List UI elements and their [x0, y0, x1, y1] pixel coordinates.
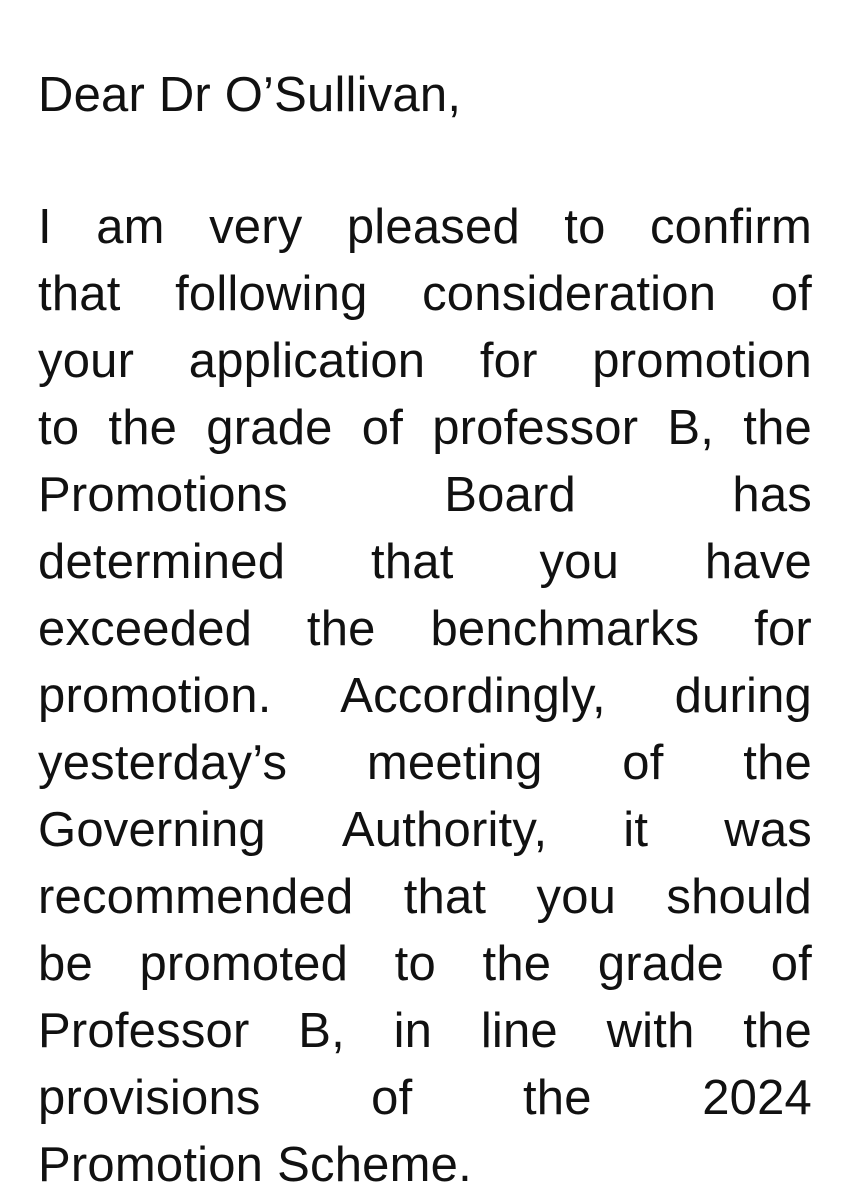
letter-word: should: [666, 870, 812, 924]
letter-word: very: [209, 200, 303, 254]
letter-word: during: [674, 669, 812, 723]
letter-word: of: [361, 401, 404, 455]
letter-body-line: [38, 663, 812, 730]
letter-word: Scheme.: [277, 1138, 472, 1192]
letter-word: it: [623, 803, 649, 857]
letter-word: promotion.: [38, 669, 272, 723]
letter-word: Governing: [38, 803, 266, 857]
letter-word: you: [539, 535, 620, 589]
letter-word: provisions: [38, 1071, 261, 1125]
letter-word: am: [96, 200, 165, 254]
letter-word: the: [108, 401, 178, 455]
letter-word: of: [622, 736, 664, 790]
letter-word: be: [38, 937, 93, 991]
letter-word: was: [724, 803, 812, 857]
letter-word: you: [536, 870, 617, 924]
letter-word: the: [743, 401, 812, 455]
letter-word: that: [403, 870, 487, 924]
letter-body-line: [38, 931, 812, 998]
letter-body-line: [38, 730, 812, 797]
letter-word: for: [754, 602, 812, 656]
letter-word: promotion: [592, 334, 812, 388]
letter-word: meeting: [366, 736, 543, 790]
letter-word: the: [743, 1004, 812, 1058]
letter-word: that: [38, 267, 121, 321]
letter-word: the: [522, 1071, 592, 1125]
letter-word: following: [175, 267, 368, 321]
letter-body-line: [38, 261, 812, 328]
paragraph-spacer: [38, 128, 812, 194]
letter-word: line: [480, 1004, 558, 1058]
letter-word: Professor: [38, 1004, 250, 1058]
letter-body-line: [38, 797, 812, 864]
letter-word: the: [482, 937, 552, 991]
letter-body: [38, 194, 812, 1199]
letter-word: have: [704, 535, 812, 589]
letter-word: that: [371, 535, 454, 589]
letter-body-line: [38, 328, 812, 395]
letter-word: professor: [432, 401, 639, 455]
letter-body-line: [38, 998, 812, 1065]
letter-word: in: [393, 1004, 433, 1058]
letter-word: confirm: [649, 200, 812, 254]
letter-word: the: [306, 602, 376, 656]
letter-word: application: [188, 334, 426, 388]
letter-word: of: [770, 937, 812, 991]
letter-body-line: [38, 1132, 812, 1199]
letter-word: of: [371, 1071, 413, 1125]
letter-word: promoted: [139, 937, 349, 991]
letter-word: has: [732, 468, 812, 522]
letter-body-line: [38, 462, 812, 529]
letter-body-line: [38, 596, 812, 663]
letter-word: Accordingly,: [340, 669, 606, 723]
letter-word: yesterday’s: [38, 736, 288, 790]
letter-body-line: [38, 395, 812, 462]
letter-word: consideration: [422, 267, 717, 321]
letter-word: to: [564, 200, 606, 254]
letter-word: B,: [298, 1004, 345, 1058]
letter-word: 2024: [702, 1071, 812, 1125]
letter-body-line: [38, 864, 812, 931]
letter-word: to: [38, 401, 80, 455]
letter-word: with: [606, 1004, 695, 1058]
letter-word: recommended: [38, 870, 354, 924]
letter-word: determined: [38, 535, 286, 589]
letter-word: Authority,: [341, 803, 548, 857]
letter-word: Promotions: [38, 468, 288, 522]
letter-salutation: Dear Dr O’Sullivan,: [38, 68, 462, 122]
letter-word: pleased: [346, 200, 520, 254]
letter-word: benchmarks: [430, 602, 700, 656]
letter-word: your: [38, 334, 135, 388]
letter-word: to: [394, 937, 436, 991]
letter-word: grade: [206, 401, 333, 455]
letter-word: B,: [667, 401, 715, 455]
letter-body-line: [38, 529, 812, 596]
letter-word: the: [743, 736, 812, 790]
letter-body-line: [38, 1065, 812, 1132]
letter-word: Board: [444, 468, 576, 522]
letter-word: of: [770, 267, 812, 321]
letter-text: [38, 62, 812, 1199]
letter-body-line: [38, 194, 812, 261]
letter-word: I: [38, 200, 52, 254]
letter-word: for: [479, 334, 538, 388]
letter-word: exceeded: [38, 602, 253, 656]
letter-word: grade: [597, 937, 725, 991]
letter-word: Promotion: [38, 1138, 264, 1192]
